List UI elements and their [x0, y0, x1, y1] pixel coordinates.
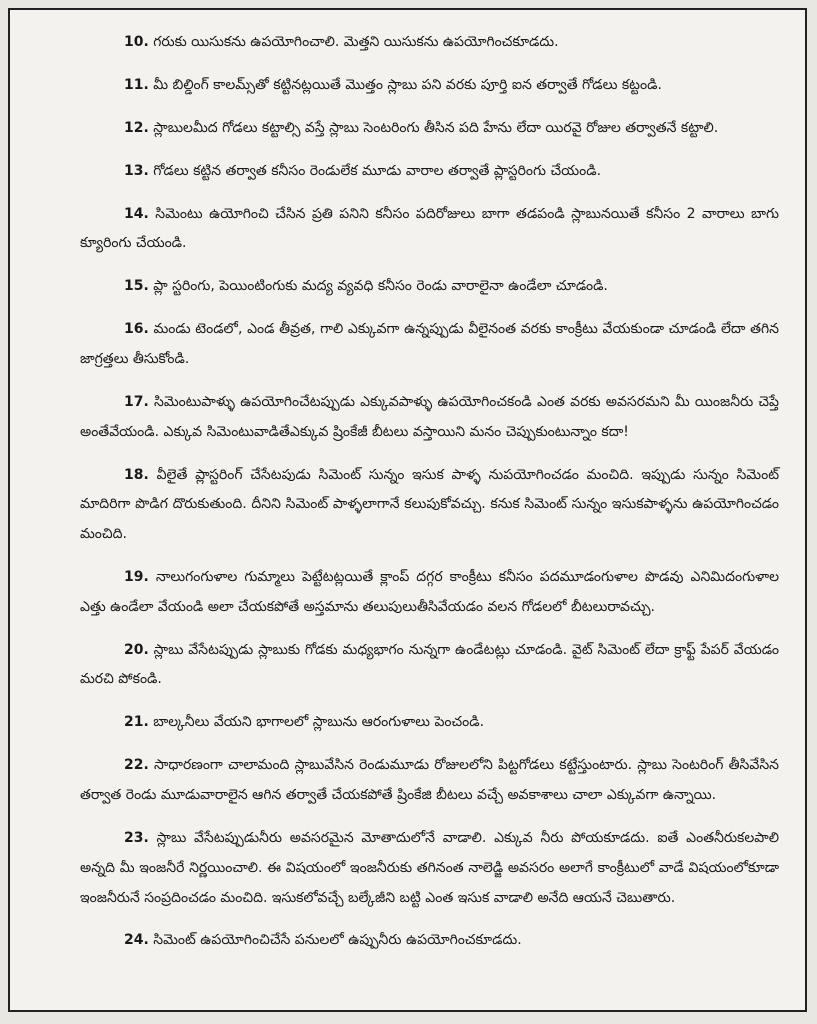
list-item	[80, 157, 779, 187]
item-number: 15.	[124, 278, 149, 295]
item-number: 24.	[124, 932, 149, 949]
list-item	[80, 824, 779, 913]
item-number: 17.	[124, 393, 149, 410]
list-item	[80, 751, 779, 811]
item-number: 21.	[124, 714, 149, 731]
item-text: సాధారణంగా చాలామంది స్లాబువేసిన రెండుమూడు రోజులలోని పిట్టగోడలు కట్టేస్తుంటారు. స్లాబు సెంటరింగ్ తీసివేసిన తర్వాత రెండు మూడువారాలైన ఆగిన తర్వాతే చేయకపోతే ష్రింకేజి బీటలు వచ్చే అవకాశాలు చాలా ఎక్కువగా ఉన్నాయి.	[80, 757, 779, 804]
item-number: 10.	[124, 34, 149, 50]
list-item	[80, 114, 779, 144]
item-text: సిమెంటు ఉయోగించి చేసిన ప్రతి పనిని కనీసం పదిరోజులు బాగా తడపండి స్లాబునయితే కనీసం 2 వారాలు బాగు క్యూరింగు చేయండి.	[80, 205, 779, 252]
list-item	[80, 71, 779, 101]
item-number: 13.	[124, 162, 149, 179]
item-text: మండు టెండలో, ఎండ తీవ్రత, గాలి ఎక్కువగా ఉన్నప్పుడు వీలైనంత వరకు కాంక్రీటు వేయకుండా చూడండి లేదా తగిన జాగ్రత్తలు తీసుకోండి.	[80, 321, 779, 367]
item-text: బాల్కనీలు వేయని భాగాలలో స్లాబును ఆరంగుళాలు పెంచండి.	[153, 714, 485, 731]
item-number: 20.	[124, 641, 149, 658]
list-item	[80, 200, 779, 260]
list-item	[80, 315, 779, 375]
instruction-list	[80, 28, 779, 1000]
item-text: స్లాబు వేసేటప్పుడునీరు అవసరమైన మోతాదులోనే వాడాలి. ఎక్కువ నీరు పోయకూడదు. ఐతే ఎంతనీరుకలపాలి అన్నది మీ ఇంజనీరే నిర్ణయించాలి. ఈ విషయంలో ఇంజనీరుకు తగినంత నాలెడ్జి అవసరం అలాగే కాంక్రీటులో వాడే విషయంలోకూడా ఇంజనీరునే సంప్రదించడం మంచిది. ఇసుకలోవచ్చే బల్కేజీని బట్టి ఎంత ఇసుక వాడాలి అనేది ఆయనే చెబుతారు.	[80, 829, 779, 906]
item-text: స్లాబులమీద గోడలు కట్టాల్సి వస్తే స్లాబు సెంటరింగు తీసిన పది హేను లేదా యిరవై రోజుల తర్వాతనే కట్టాలి.	[153, 119, 719, 136]
list-item	[80, 28, 779, 58]
item-number: 12.	[124, 119, 149, 136]
item-text: గోడలు కట్టిన తర్వాత కనీసం రెండులేక మూడు వారాల తర్వాతే ప్లాస్టరింగు చేయండి.	[153, 162, 602, 179]
item-number: 18.	[124, 466, 149, 483]
list-item	[80, 461, 779, 550]
list-item	[80, 636, 779, 696]
list-item	[80, 563, 779, 623]
item-text: సిమెంట్ ఉపయోగించిచేసే పనులలో ఉప్పునీరు ఉపయోగించకూడదు.	[153, 932, 522, 949]
item-text: సిమెంటుపాళ్ళు ఉపయోగించేటప్పుడు ఎక్కువపాళ్ళు ఉపయోగించకండి ఎంత వరకు అవసరమని మీ యింజనీరు చెప్తే అంతేవేయండి. ఎక్కువ సిమెంటువాడితేఎక్కువ ష్రింకేజీ బీటలు వస్తాయిని మనం చెప్పుకుంటున్నాం కదా!	[80, 393, 779, 440]
item-number: 19.	[124, 569, 149, 585]
list-item	[80, 272, 779, 302]
item-text: వీలైతే ప్లాస్టరింగ్ చేసేటపుడు సిమెంట్ సున్నం ఇసుక పాళ్ళ నుపయోగించడం మంచిది. ఇప్పుడు సున్నం సిమెంట్ మాదిరిగా పొడిగ దొరుకుతుంది. దీనిని సిమెంట్ పాళ్ళలాగానే కలుపుకోవచ్చు. కనుక సిమెంట్ సున్నం ఇసుకపాళ్ళను ఉపయోగించడం మంచిది.	[80, 466, 780, 543]
item-text: నాలుగంగుళాల గుమ్మాలు పెట్టేటట్లయితే క్లాంప్ దగ్గర కాంక్రీటు కనీసం పదమూడంగుళాల పొడవు ఎనిమిదంగుళాల ఎత్తు ఉండేలా వేయండి అలా చేయకపోతే అస్తమాను తలుపులుతీసివేయడం వలన గోడలలో బీటలురావచ్చు.	[80, 569, 779, 615]
item-number: 23.	[124, 829, 149, 846]
item-text: స్లాబు వేసేటప్పుడు స్లాబుకు గోడకు మధ్యభాగం నున్నగా ఉండేటట్లు చూడండి. వైట్ సిమెంట్ లేదా క్రాఫ్ట్ పేపర్ వేయడం మరచి పోకండి.	[80, 641, 779, 688]
list-item	[80, 708, 779, 738]
item-number: 14.	[124, 205, 149, 222]
list-item	[80, 926, 779, 956]
item-number: 11.	[124, 76, 149, 93]
document-page	[8, 8, 807, 1012]
item-text: ప్లా స్టరింగు, పెయింటింగుకు మద్య వ్యవధి కనీసం రెండు వారాలైనా ఉండేలా చూడండి.	[153, 278, 608, 295]
item-number: 22.	[124, 757, 149, 774]
item-number: 16.	[124, 321, 149, 338]
item-text: గరుకు యిసుకను ఉపయోగించాలి. మెత్తని యిసుకను ఉపయోగించకూడదు.	[153, 34, 559, 50]
list-item	[80, 388, 779, 448]
item-text: మీ బిల్డింగ్ కాలమ్స్‌తో కట్టినట్లయితే మొత్తం స్లాబు పని వరకు పూర్తి ఐన తర్వాతే గోడలు కట్టండి.	[153, 76, 662, 93]
